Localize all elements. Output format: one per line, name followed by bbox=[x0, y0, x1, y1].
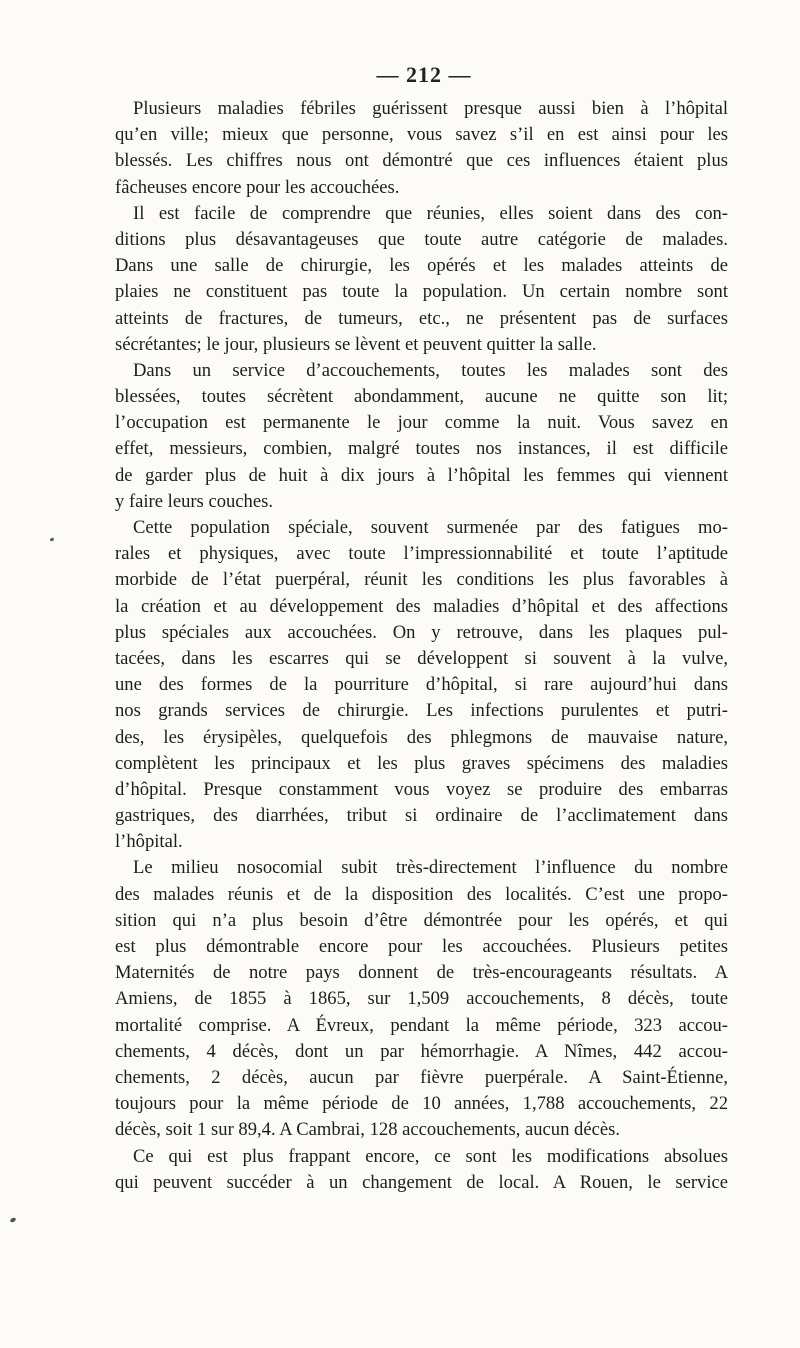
text-line: décès, soit 1 sur 89,4. A Cambrai, 128 accouchements, aucun décès. bbox=[115, 1119, 620, 1141]
text-line: l’occupation est permanente le jour comme la nuit. Vous savez en bbox=[115, 412, 728, 434]
text-line: fâcheuses encore pour les accouchées. bbox=[115, 176, 400, 198]
text-line: ditions plus désavantageuses que toute autre catégorie de malades. bbox=[115, 228, 728, 250]
text-line: Amiens, de 1855 à 1865, sur 1,509 accouchements, 8 décès, toute bbox=[115, 988, 728, 1010]
ink-speck bbox=[50, 537, 55, 542]
text-line: qui peuvent succéder à un changement de local. A Rouen, le service bbox=[115, 1171, 728, 1193]
text-line: Ce qui est plus frappant encore, ce sont les modifications absolues bbox=[133, 1145, 728, 1167]
text-line: chements, 2 décès, aucun par fièvre puerpérale. A Saint-Étienne, bbox=[115, 1066, 728, 1088]
text-line: blessées, toutes sécrètent abondamment, aucune ne quitte son lit; bbox=[115, 386, 728, 408]
text-line: mortalité comprise. A Évreux, pendant la même période, 323 accou- bbox=[115, 1014, 728, 1036]
text-line: sécrétantes; le jour, plusieurs se lèvent et peuvent quitter la salle. bbox=[115, 333, 597, 355]
text-line: nos grands services de chirurgie. Les infections purulentes et putri- bbox=[115, 700, 728, 722]
text-line: tacées, dans les escarres qui se développent si souvent à la vulve, bbox=[115, 647, 728, 669]
text-line: complètent les principaux et les plus graves spécimens des maladies bbox=[115, 752, 728, 774]
text-line: gastriques, des diarrhées, tribut si ordinaire de l’acclimatement dans bbox=[115, 805, 728, 827]
text-line: Dans une salle de chirurgie, les opérés et les malades atteints de bbox=[115, 255, 728, 277]
text-line: l’hôpital. bbox=[115, 831, 183, 853]
text-line: de garder plus de huit à dix jours à l’hôpital les femmes qui viennent bbox=[115, 464, 728, 486]
page-number: — 212 — bbox=[376, 62, 472, 87]
text-line: qu’en ville; mieux que personne, vous savez s’il en est ainsi pour les bbox=[115, 124, 728, 146]
text-line: Le milieu nosocomial subit très-directement l’influence du nombre bbox=[133, 857, 728, 879]
text-line: sition qui n’a plus besoin d’être démontrée pour les opérés, et qui bbox=[115, 909, 728, 931]
text-line: des malades réunis et de la disposition des localités. C’est une propo- bbox=[115, 883, 728, 905]
text-line: plaies ne constituent pas toute la population. Un certain nombre sont bbox=[115, 281, 728, 303]
text-line: morbide de l’état puerpéral, réunit les conditions les plus favorables à bbox=[115, 569, 728, 591]
text-line: une des formes de la pourriture d’hôpital, si rare aujourd’hui dans bbox=[115, 674, 728, 696]
text-line: la création et au développement des maladies d’hôpital et des affections bbox=[115, 595, 728, 617]
text-line: Maternités de notre pays donnent de très-encourageants résultats. A bbox=[115, 962, 728, 984]
text-line: y faire leurs couches. bbox=[115, 490, 273, 512]
text-line: atteints de fractures, de tumeurs, etc., ne présentent pas de surfaces bbox=[115, 307, 728, 329]
text-line: Plusieurs maladies fébriles guérissent presque aussi bien à l’hôpital bbox=[133, 98, 728, 119]
text-line: effet, messieurs, combien, malgré toutes nos instances, il est difficile bbox=[115, 438, 728, 460]
ink-speck bbox=[9, 1217, 16, 1223]
text-line: est plus démontrable encore pour les accouchées. Plusieurs petites bbox=[115, 936, 728, 957]
text-line: plus spéciales aux accouchées. On y retrouve, dans les plaques pul- bbox=[115, 621, 728, 643]
text-line: rales et physiques, avec toute l’impressionnabilité et toute l’aptitude bbox=[115, 543, 728, 565]
body-text bbox=[115, 96, 728, 1196]
text-line: chements, 4 décès, dont un par hémorrhagie. A Nîmes, 442 accou- bbox=[115, 1040, 728, 1062]
text-line: d’hôpital. Presque constamment vous voyez se produire des embarras bbox=[115, 778, 728, 800]
text-line: des, les érysipèles, quelquefois des phlegmons de mauvaise nature, bbox=[115, 726, 728, 748]
text-line: blessés. Les chiffres nous ont démontré que ces influences étaient plus bbox=[115, 150, 728, 172]
text-line: Dans un service d’accouchements, toutes les malades sont des bbox=[133, 359, 728, 381]
text-line: Cette population spéciale, souvent surmenée par des fatigues mo- bbox=[133, 517, 728, 538]
text-line: toujours pour la même période de 10 années, 1,788 accouchements, 22 bbox=[115, 1093, 728, 1115]
text-line: Il est facile de comprendre que réunies, elles soient dans des con- bbox=[133, 202, 728, 224]
